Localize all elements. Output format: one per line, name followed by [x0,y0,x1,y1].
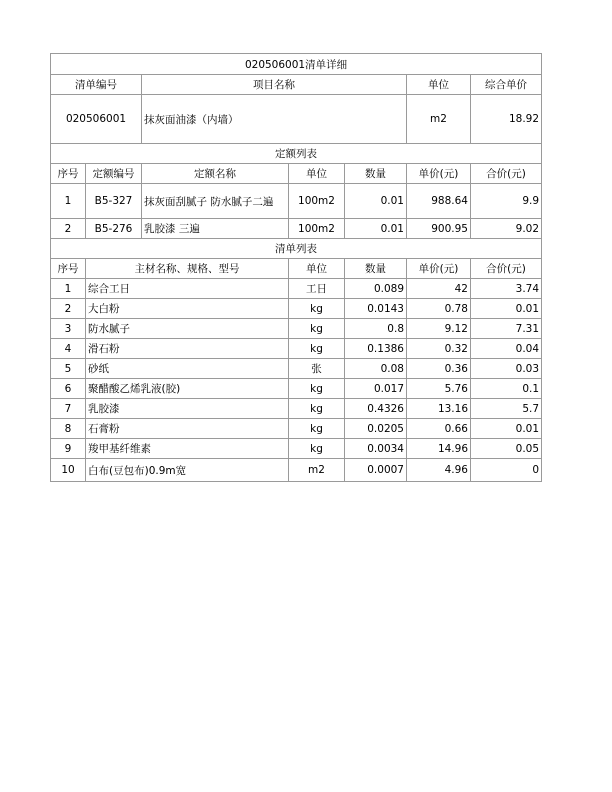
material-unit: 张 [289,359,345,379]
quota-header-name: 定额名称 [142,164,289,184]
quota-price: 900.95 [407,219,471,239]
quota-header-no: 序号 [51,164,86,184]
quota-unit: 100m2 [289,219,345,239]
material-qty: 0.017 [345,379,407,399]
materials-header-price: 单价(元) [407,259,471,279]
quota-header-qty: 数量 [345,164,407,184]
material-no: 9 [51,439,86,459]
material-no: 1 [51,279,86,299]
material-qty: 0.089 [345,279,407,299]
quota-no: 2 [51,219,86,239]
bill-unit: m2 [407,95,471,144]
material-name: 羧甲基纤维素 [86,439,289,459]
material-unit: kg [289,379,345,399]
material-name: 聚醋酸乙烯乳液(胶) [86,379,289,399]
material-total: 0 [471,459,542,482]
quota-header-unit: 单位 [289,164,345,184]
quota-header-code: 定额编号 [86,164,142,184]
material-no: 8 [51,419,86,439]
quota-unit: 100m2 [289,184,345,219]
material-qty: 0.4326 [345,399,407,419]
material-unit: m2 [289,459,345,482]
material-name: 综合工日 [86,279,289,299]
materials-header-row [51,259,542,279]
quota-name: 乳胶漆 三遍 [142,219,289,239]
material-price: 0.78 [407,299,471,319]
material-no: 7 [51,399,86,419]
material-qty: 0.8 [345,319,407,339]
material-no: 4 [51,339,86,359]
material-total: 0.03 [471,359,542,379]
material-qty: 0.0007 [345,459,407,482]
material-row [51,439,542,459]
material-unit: kg [289,339,345,359]
material-total: 0.04 [471,339,542,359]
material-row [51,339,542,359]
material-name: 石膏粉 [86,419,289,439]
material-qty: 0.0034 [345,439,407,459]
bill-header-name: 项目名称 [142,75,407,95]
bill-unit-price: 18.92 [471,95,542,144]
material-name: 白布(豆包布)0.9m宽 [86,459,289,482]
quota-header-row [51,164,542,184]
materials-section-title: 清单列表 [51,239,542,259]
quota-qty: 0.01 [345,184,407,219]
bill-header-code: 清单编号 [51,75,142,95]
quota-name: 抹灰面刮腻子 防水腻子二遍 [142,184,289,219]
material-name: 防水腻子 [86,319,289,339]
quota-price: 988.64 [407,184,471,219]
material-price: 14.96 [407,439,471,459]
quota-total: 9.02 [471,219,542,239]
materials-header-unit: 单位 [289,259,345,279]
bill-name: 抹灰面油漆（内墙） [142,95,407,144]
materials-header-total: 合价(元) [471,259,542,279]
quota-header-total: 合价(元) [471,164,542,184]
material-qty: 0.08 [345,359,407,379]
quota-header-price: 单价(元) [407,164,471,184]
material-row [51,419,542,439]
material-total: 3.74 [471,279,542,299]
material-total: 5.7 [471,399,542,419]
material-price: 9.12 [407,319,471,339]
material-row [51,299,542,319]
material-price: 0.66 [407,419,471,439]
quota-no: 1 [51,184,86,219]
bill-detail-table [50,53,542,482]
material-qty: 0.0205 [345,419,407,439]
material-price: 13.16 [407,399,471,419]
quota-code: B5-276 [86,219,142,239]
quota-code: B5-327 [86,184,142,219]
material-total: 0.1 [471,379,542,399]
material-price: 0.36 [407,359,471,379]
material-total: 0.05 [471,439,542,459]
material-row [51,399,542,419]
material-no: 3 [51,319,86,339]
quota-row [51,184,542,219]
materials-header-no: 序号 [51,259,86,279]
material-total: 0.01 [471,299,542,319]
quota-row [51,219,542,239]
material-total: 0.01 [471,419,542,439]
bill-code: 020506001 [51,95,142,144]
material-price: 42 [407,279,471,299]
materials-header-name: 主材名称、规格、型号 [86,259,289,279]
bill-header-unit: 单位 [407,75,471,95]
material-qty: 0.1386 [345,339,407,359]
material-unit: kg [289,399,345,419]
material-name: 砂纸 [86,359,289,379]
material-unit: kg [289,299,345,319]
material-unit: kg [289,319,345,339]
material-name: 大白粉 [86,299,289,319]
quota-section-title: 定额列表 [51,144,542,164]
material-no: 5 [51,359,86,379]
materials-header-qty: 数量 [345,259,407,279]
material-unit: kg [289,439,345,459]
material-name: 乳胶漆 [86,399,289,419]
quota-qty: 0.01 [345,219,407,239]
material-no: 2 [51,299,86,319]
material-no: 6 [51,379,86,399]
material-row [51,379,542,399]
material-row [51,279,542,299]
material-unit: 工日 [289,279,345,299]
material-row [51,359,542,379]
bill-header-unit-price: 综合单价 [471,75,542,95]
material-price: 5.76 [407,379,471,399]
material-price: 4.96 [407,459,471,482]
material-price: 0.32 [407,339,471,359]
material-name: 滑石粉 [86,339,289,359]
quota-total: 9.9 [471,184,542,219]
material-row [51,459,542,482]
material-total: 7.31 [471,319,542,339]
material-row [51,319,542,339]
material-qty: 0.0143 [345,299,407,319]
material-no: 10 [51,459,86,482]
material-unit: kg [289,419,345,439]
page-title: 020506001清单详细 [51,54,542,75]
